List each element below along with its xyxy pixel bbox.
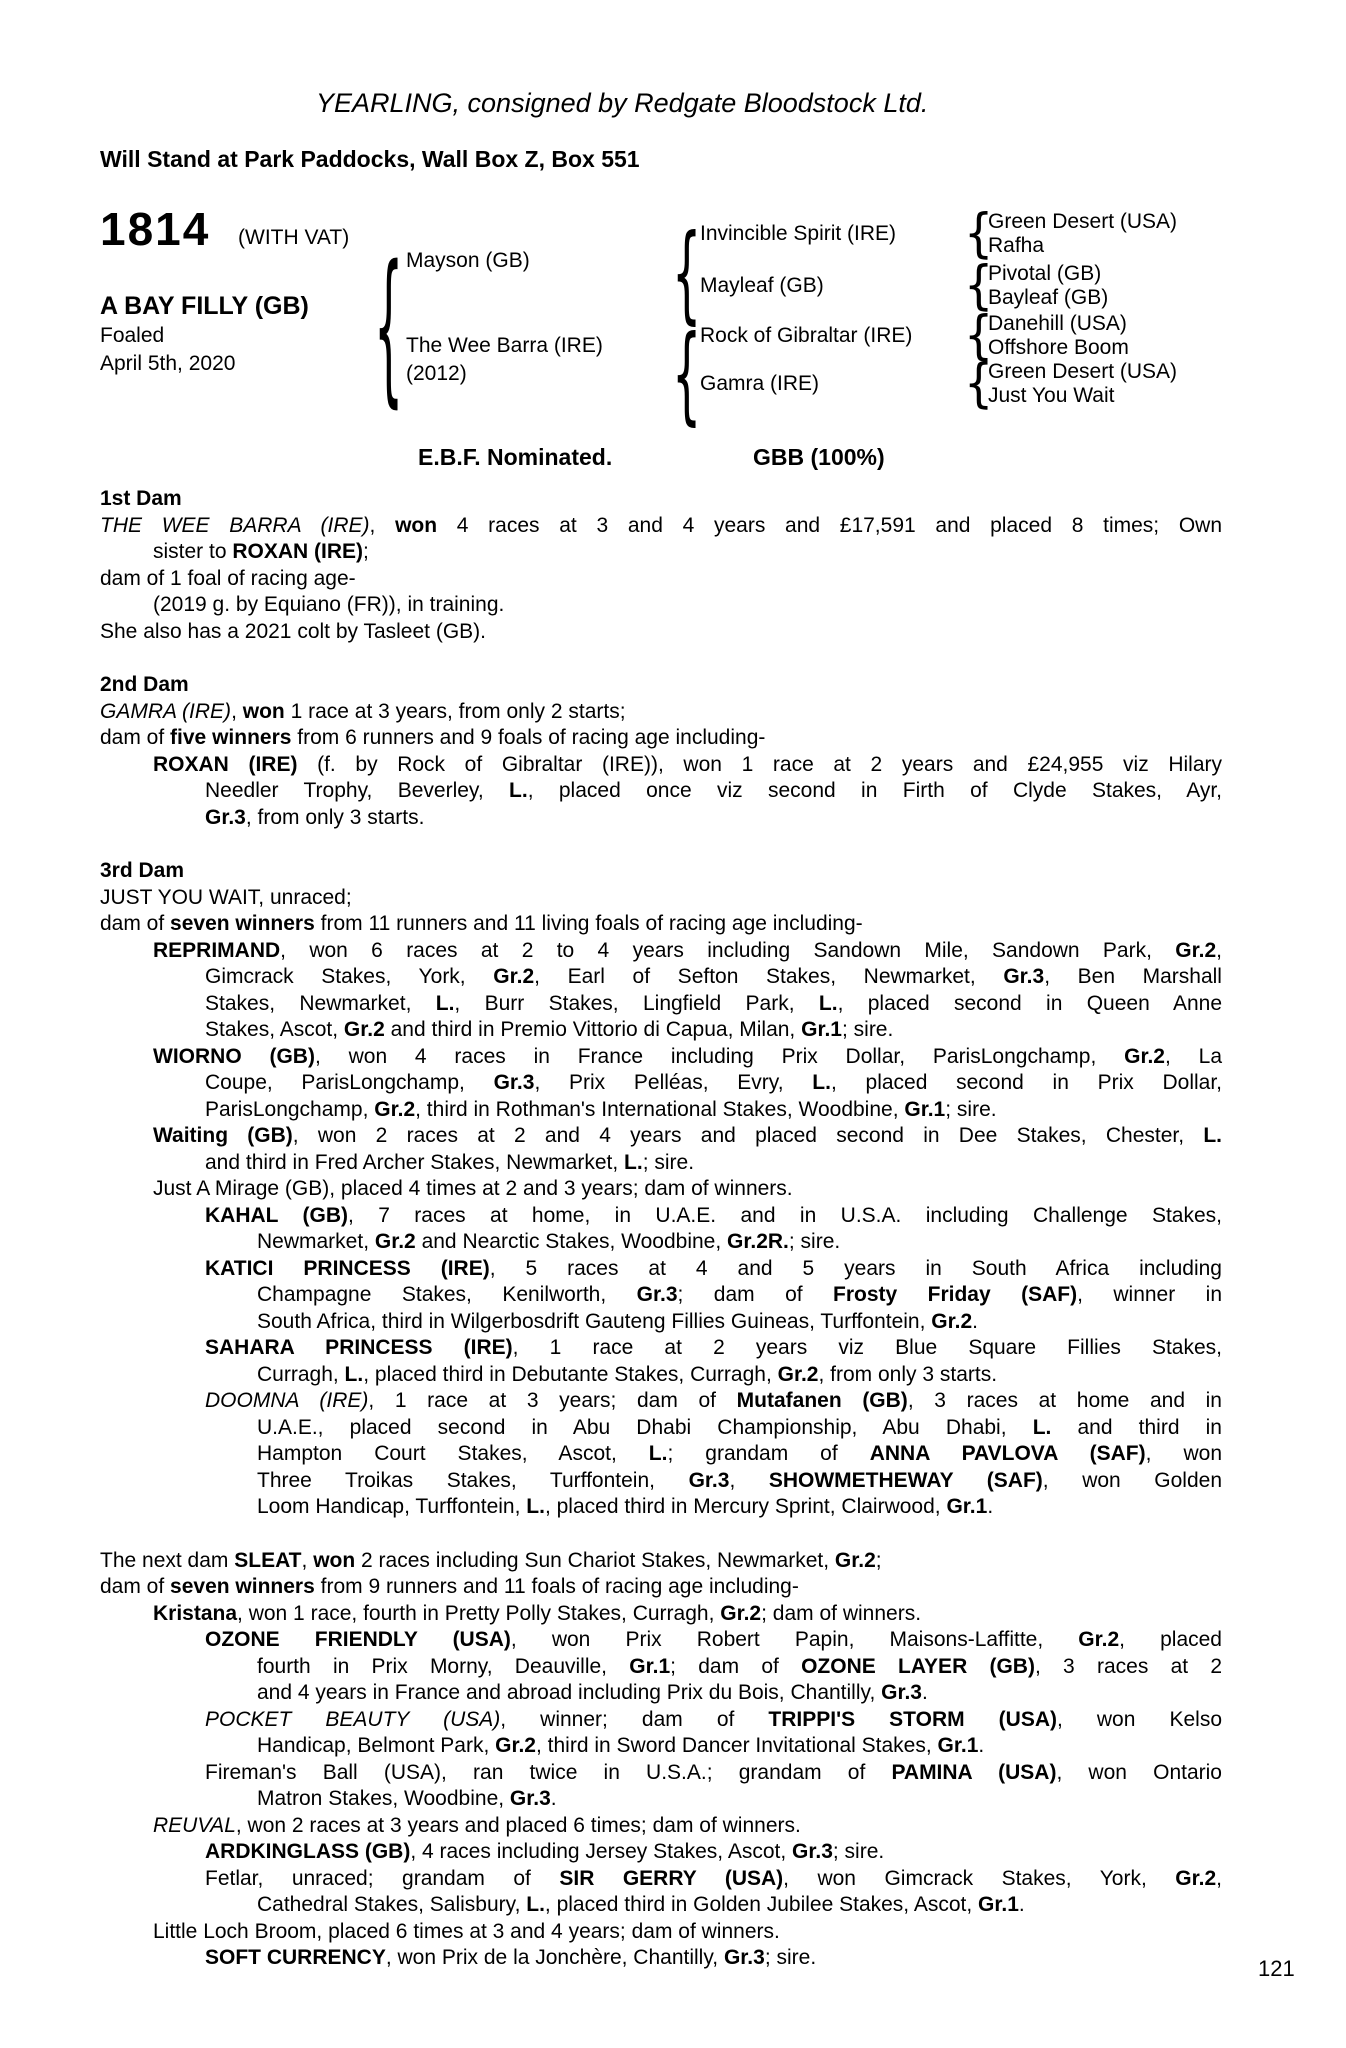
text-run: dam of xyxy=(100,1575,171,1598)
text-run: dam of 1 foal of racing age- xyxy=(100,566,356,590)
text-run: REUVAL xyxy=(153,1813,236,1837)
text-line xyxy=(100,1070,1222,1097)
text-run: , won 2 races at 2 and 4 years and placed second in Dee Stakes, Chester, xyxy=(292,1124,1204,1147)
text-run: , winner; dam of xyxy=(500,1707,769,1731)
text-line xyxy=(100,592,1222,619)
text-run: Gr.1 xyxy=(801,1018,842,1041)
text-run: , 4 races including Jersey Stakes, Ascot, xyxy=(410,1840,793,1863)
dam-name: The Wee Barra (IRE) xyxy=(406,334,603,357)
pedigree-grandparent-name: Bayleaf (GB) xyxy=(988,286,1109,309)
text-run: . xyxy=(978,1734,985,1757)
text-run: , Burr Stakes, Lingfield Park, xyxy=(454,991,819,1015)
text-line xyxy=(100,1335,1222,1362)
text-run: OZONE LAYER (GB) xyxy=(801,1654,1035,1678)
text-line xyxy=(100,1601,1222,1628)
text-run: Loom Handicap, Turffontein, xyxy=(257,1495,527,1518)
text-line xyxy=(100,1256,1222,1283)
grandparent-brace-icon: { xyxy=(964,303,994,366)
lot-number: 1814 xyxy=(100,203,211,255)
text-run: , won Ontario xyxy=(1056,1760,1222,1784)
text-line xyxy=(100,1362,1222,1389)
text-run: Handicap, Belmont Park, xyxy=(257,1734,496,1757)
dam-section xyxy=(100,486,1222,645)
text-run: ROXAN (IRE) xyxy=(153,752,298,776)
text-run: , xyxy=(1216,938,1222,962)
text-line xyxy=(100,566,1222,593)
text-run: , 3 races at home and in xyxy=(907,1389,1222,1412)
section-heading: 1st Dam xyxy=(100,487,182,510)
text-run: Champagne Stakes, Kenilworth, xyxy=(257,1283,637,1306)
text-run: from 9 runners and 11 foals of racing age including- xyxy=(314,1575,799,1598)
text-run: , third in Rothman's International Stakes, Woodbine, xyxy=(415,1097,905,1121)
text-line xyxy=(100,1919,1222,1946)
gbb-note: GBB (100%) xyxy=(753,444,885,470)
text-run: South Africa, third in Wilgerbosdrift Gauteng Fillies Guineas, Turffontein, xyxy=(257,1309,932,1333)
text-run: Hampton Court Stakes, Ascot, xyxy=(257,1442,649,1465)
text-run: , won Gimcrack Stakes, York, xyxy=(783,1866,1176,1890)
text-run: Just A Mirage (GB), placed 4 times at 2 and 3 years; dam of winners. xyxy=(153,1177,793,1200)
text-run: ; sire. xyxy=(945,1097,997,1121)
section-heading: 3rd Dam xyxy=(100,859,185,882)
pedigree-parent-name: Gamra (IRE) xyxy=(700,372,820,395)
text-run: Gr.3 xyxy=(881,1681,922,1704)
text-run: , 1 race at 3 years; dam of xyxy=(368,1389,737,1412)
text-run: Gr.3 xyxy=(509,1787,551,1810)
ebf-nominated-note: E.B.F. Nominated. xyxy=(418,444,613,470)
text-run: Mutafanen (GB) xyxy=(736,1389,908,1412)
text-run: Gr.3 xyxy=(792,1840,833,1863)
text-line xyxy=(100,1892,1222,1919)
text-run: SOFT CURRENCY xyxy=(205,1946,386,1969)
text-run: ; grandam of xyxy=(667,1442,870,1465)
text-line xyxy=(100,1574,1222,1601)
text-run: Gr.2 xyxy=(720,1601,762,1625)
text-run: Little Loch Broom, placed 6 times at 3 and 4 years; dam of winners. xyxy=(153,1919,780,1943)
text-run: , winner in xyxy=(1077,1283,1223,1306)
text-run: Needler Trophy, Beverley, xyxy=(205,779,510,802)
text-run: sister to xyxy=(153,540,233,563)
text-run: won xyxy=(395,513,438,537)
text-run: , from only 3 starts. xyxy=(245,805,425,829)
text-run: won xyxy=(313,1548,356,1572)
text-run: REPRIMAND xyxy=(153,938,281,962)
text-line xyxy=(100,964,1222,991)
text-run: Coupe, ParisLongchamp, xyxy=(205,1071,494,1094)
text-run: L. xyxy=(818,991,838,1015)
text-run: ; dam of xyxy=(670,1654,802,1678)
text-line xyxy=(100,938,1222,965)
text-run: seven winners xyxy=(170,912,315,935)
text-run: SHOWMETHEWAY (SAF) xyxy=(768,1468,1043,1492)
text-run: THE WEE BARRA (IRE) xyxy=(100,513,370,537)
text-line xyxy=(100,1097,1222,1124)
text-run: L. xyxy=(648,1442,668,1465)
text-run: , xyxy=(369,513,396,537)
text-run: Stakes, Newmarket, xyxy=(205,991,436,1015)
text-run: Gr.2 xyxy=(1175,938,1217,962)
vat-note: (WITH VAT) xyxy=(238,226,350,249)
text-run: , third in Sword Dancer Invitational Stakes, xyxy=(536,1734,938,1757)
text-run: Gr.3 xyxy=(1003,965,1045,988)
text-line xyxy=(100,1044,1222,1071)
text-run: ; sire. xyxy=(841,1018,894,1041)
text-run: and Nearctic Stakes, Woodbine, xyxy=(415,1230,728,1253)
text-run: Gr.2 xyxy=(931,1309,973,1333)
text-run: Cathedral Stakes, Salisbury, xyxy=(257,1893,527,1916)
text-run: Gr.2 xyxy=(777,1362,819,1386)
text-run: . xyxy=(972,1309,978,1333)
text-run: . xyxy=(922,1681,928,1704)
text-run: L. xyxy=(624,1150,643,1174)
text-run: Matron Stakes, Woodbine, xyxy=(257,1787,510,1810)
text-run: WIORNO (GB) xyxy=(153,1044,315,1068)
text-run: dam of xyxy=(100,912,171,935)
text-run: , placed once viz second in Firth of Clyde Stakes, Ayr, xyxy=(527,779,1223,802)
page-title: YEARLING, consigned by Redgate Bloodstock Ltd. xyxy=(316,88,929,118)
text-run: L. xyxy=(526,1495,545,1518)
text-run: TRIPPI'S STORM (USA) xyxy=(768,1707,1057,1731)
text-run: ; xyxy=(363,540,369,563)
text-run: , won xyxy=(1145,1442,1222,1465)
text-line xyxy=(100,752,1222,779)
text-run: Gr.2 xyxy=(343,1018,385,1041)
text-run: OZONE FRIENDLY (USA) xyxy=(205,1628,511,1651)
dam-year: (2012) xyxy=(406,362,467,385)
text-line xyxy=(100,1150,1222,1177)
text-run: Gr.2 xyxy=(374,1230,416,1253)
text-line xyxy=(100,1813,1222,1840)
text-line xyxy=(100,1680,1222,1707)
text-run: GAMRA (IRE) xyxy=(100,699,232,723)
text-run: , Earl of Sefton Stakes, Newmarket, xyxy=(534,965,1004,988)
text-run: Gr.3 xyxy=(688,1468,730,1492)
pedigree-parent-name: Rock of Gibraltar (IRE) xyxy=(700,324,913,347)
pedigree-grandparent-name: Danehill (USA) xyxy=(988,312,1127,335)
text-run: , placed xyxy=(1119,1628,1222,1651)
text-run: 4 races at 3 and 4 years and £17,591 and placed 8 times; Own xyxy=(437,513,1222,537)
text-run: SIR GERRY (USA) xyxy=(559,1866,784,1890)
text-run: Gr.1 xyxy=(629,1654,671,1678)
pedigree-grandparent-name: Green Desert (USA) xyxy=(988,210,1178,233)
stand-location-line: Will Stand at Park Paddocks, Wall Box Z, Box 551 xyxy=(100,146,640,172)
text-line xyxy=(100,1229,1222,1256)
text-run: Gr.3 xyxy=(636,1283,678,1306)
text-run: PAMINA (USA) xyxy=(891,1760,1057,1784)
text-run: , 3 races at 2 xyxy=(1034,1654,1222,1678)
grandparent-brace-icon: { xyxy=(964,201,994,264)
text-run: Gr.2 xyxy=(1175,1866,1217,1890)
text-line xyxy=(100,1733,1222,1760)
text-run: ParisLongchamp, xyxy=(205,1097,375,1121)
text-run: L. xyxy=(509,779,528,802)
text-run: five winners xyxy=(170,726,292,749)
text-run: The next dam xyxy=(100,1548,235,1572)
pedigree-parent-name: Invincible Spirit (IRE) xyxy=(700,222,897,245)
text-line xyxy=(100,1123,1222,1150)
dam-section xyxy=(100,1548,1222,1972)
text-run: DOOMNA (IRE) xyxy=(205,1389,369,1412)
text-run: Curragh, xyxy=(257,1362,345,1386)
text-run: L. xyxy=(1203,1124,1223,1147)
text-line xyxy=(100,1707,1222,1734)
text-run: . xyxy=(1018,1893,1025,1916)
text-run: and third in xyxy=(1051,1415,1222,1439)
text-run: Gr.1 xyxy=(937,1734,979,1757)
text-run: Gr.2 xyxy=(374,1097,416,1121)
text-run: , 5 races at 4 and 5 years in South Africa including xyxy=(489,1256,1222,1280)
text-run: (f. by Rock of Gibraltar (IRE)), won 1 race at 2 years and £24,955 viz Hilary xyxy=(297,752,1222,776)
text-run: and 4 years in France and abroad including Prix du Bois, Chantilly, xyxy=(257,1681,882,1704)
lot-brace-icon: { xyxy=(374,228,404,423)
text-run: ; dam of xyxy=(677,1283,834,1306)
text-run: Gr.3 xyxy=(723,1946,765,1969)
text-run: , La xyxy=(1165,1044,1222,1068)
text-line xyxy=(100,911,1222,938)
text-line xyxy=(100,1760,1222,1787)
text-run: ; dam of winners. xyxy=(761,1601,922,1625)
text-run: , won Prix de la Jonchère, Chantilly, xyxy=(385,1946,724,1969)
text-run: L. xyxy=(435,991,455,1015)
text-line xyxy=(100,1654,1222,1681)
text-run: Gr.3 xyxy=(205,805,246,829)
text-run: ANNA PAVLOVA (SAF) xyxy=(869,1442,1146,1465)
text-run: Three Troikas Stakes, Turffontein, xyxy=(257,1468,689,1492)
text-run: Frosty Friday (SAF) xyxy=(833,1283,1078,1306)
text-run: , xyxy=(729,1468,769,1492)
text-run: Fetlar, unraced; grandam of xyxy=(205,1866,560,1890)
text-run: and third in Premio Vittorio di Capua, Milan, xyxy=(384,1018,802,1041)
text-run: U.A.E., placed second in Abu Dhabi Championship, Abu Dhabi, xyxy=(257,1415,1033,1439)
text-run: , Prix Pelléas, Evry, xyxy=(534,1071,813,1094)
text-run: , won 2 races at 3 years and placed 6 times; dam of winners. xyxy=(235,1813,801,1837)
text-line xyxy=(100,1017,1222,1044)
text-line xyxy=(100,725,1222,752)
text-run: from 11 runners and 11 living foals of racing age including- xyxy=(314,912,863,935)
text-run: seven winners xyxy=(170,1575,315,1598)
text-line xyxy=(100,1176,1222,1203)
text-run: Gr.2R. xyxy=(727,1230,789,1253)
text-run: Kristana xyxy=(153,1601,238,1625)
text-run: , placed third in Debutante Stakes, Curragh, xyxy=(363,1362,778,1386)
text-run: fourth in Prix Morny, Deauville, xyxy=(257,1654,630,1678)
text-run: 1 race at 3 years, from only 2 starts; xyxy=(284,699,626,723)
text-line xyxy=(100,1441,1222,1468)
text-run: ; sire. xyxy=(764,1946,817,1969)
text-run: L. xyxy=(1032,1415,1052,1439)
text-run: , won Golden xyxy=(1042,1468,1223,1492)
text-line xyxy=(100,699,1222,726)
text-run: won xyxy=(242,699,285,723)
text-run: Gimcrack Stakes, York, xyxy=(205,965,494,988)
grandparent-brace-icon: { xyxy=(964,253,994,316)
text-run: , won 6 races at 2 to 4 years including Sandown Mile, Sandown Park, xyxy=(280,938,1176,962)
text-line xyxy=(100,1468,1222,1495)
text-line xyxy=(100,1203,1222,1230)
text-run: Gr.1 xyxy=(946,1495,988,1518)
text-line xyxy=(100,1627,1222,1654)
text-run: Gr.2 xyxy=(1078,1628,1120,1651)
text-run: ROXAN (IRE) xyxy=(232,540,364,563)
text-run: , 7 races at home, in U.A.E. and in U.S.A. including Challenge Stakes, xyxy=(348,1203,1222,1227)
dam-section xyxy=(100,672,1222,831)
sire-brace-icon: { xyxy=(672,210,702,335)
text-line xyxy=(100,1945,1222,1972)
page-number: 121 xyxy=(1258,1956,1295,1981)
text-line xyxy=(100,513,1222,540)
text-run: Newmarket, xyxy=(257,1230,375,1253)
text-run: , xyxy=(1216,1866,1222,1890)
text-run: , won 1 race, fourth in Pretty Polly Stakes, Curragh, xyxy=(237,1601,721,1625)
text-run: Fireman's Ball (USA), ran twice in U.S.A.; grandam of xyxy=(205,1760,892,1784)
dam-section xyxy=(100,858,1222,1521)
text-run: KATICI PRINCESS (IRE) xyxy=(205,1256,490,1280)
text-run: Gr.2 xyxy=(495,1734,536,1757)
text-run: from 6 runners and 9 foals of racing age including- xyxy=(291,726,766,749)
text-run: , won Prix Robert Papin, Maisons-Laffitte, xyxy=(510,1628,1079,1651)
sire-name: Mayson (GB) xyxy=(406,249,530,272)
text-run: ; sire. xyxy=(832,1840,885,1863)
text-line xyxy=(100,1866,1222,1893)
text-run: (2019 g. by Equiano (FR)), in training. xyxy=(153,593,505,616)
pedigree-text xyxy=(100,486,1222,1972)
pedigree-grandparent-name: Offshore Boom xyxy=(988,336,1129,359)
text-run: ; xyxy=(875,1548,882,1572)
foaled-date: April 5th, 2020 xyxy=(100,352,236,375)
text-run: ; sire. xyxy=(642,1150,695,1174)
foaled-label: Foaled xyxy=(100,324,165,347)
text-run: L. xyxy=(526,1893,545,1916)
text-run: She also has a 2021 colt by Tasleet (GB). xyxy=(100,619,486,643)
pedigree-parent-name: Mayleaf (GB) xyxy=(700,274,824,297)
grandparent-brace-icon: { xyxy=(964,351,994,414)
text-run: SAHARA PRINCESS (IRE) xyxy=(205,1336,513,1359)
text-run: KAHAL (GB) xyxy=(205,1203,348,1227)
text-run: . xyxy=(987,1495,994,1518)
text-run: and third in Fred Archer Stakes, Newmarket, xyxy=(205,1150,625,1174)
text-line xyxy=(100,991,1222,1018)
text-run: , won 4 races in France including Prix Dollar, ParisLongchamp, xyxy=(314,1044,1125,1068)
text-run: , Ben Marshall xyxy=(1044,965,1222,988)
text-run: , from only 3 starts. xyxy=(818,1362,998,1386)
text-run: Gr.3 xyxy=(493,1071,535,1094)
text-line xyxy=(100,1415,1222,1442)
dam-brace-icon: { xyxy=(672,311,702,436)
section-heading: 2nd Dam xyxy=(100,673,189,696)
text-line xyxy=(100,1786,1222,1813)
text-run: JUST YOU WAIT, unraced; xyxy=(100,885,352,909)
text-run: , won Kelso xyxy=(1057,1707,1223,1731)
text-run: Gr.2 xyxy=(493,965,535,988)
text-run: Waiting (GB) xyxy=(153,1124,293,1147)
text-line xyxy=(100,619,1222,646)
horse-description: A BAY FILLY (GB) xyxy=(100,292,309,320)
text-run: , placed third in Mercury Sprint, Clairwood, xyxy=(544,1495,947,1518)
pedigree-grandparent-name: Just You Wait xyxy=(988,384,1115,407)
text-line xyxy=(100,1548,1222,1575)
text-line xyxy=(100,778,1222,805)
text-run: Gr.1 xyxy=(978,1893,1019,1916)
text-run: . xyxy=(550,1787,557,1810)
text-run: ; sire. xyxy=(788,1230,841,1253)
text-run: , placed third in Golden Jubilee Stakes, Ascot, xyxy=(544,1893,979,1916)
text-run: Gr.1 xyxy=(904,1097,946,1121)
text-run: L. xyxy=(812,1071,831,1094)
text-line xyxy=(100,1282,1222,1309)
text-run: Gr.2 xyxy=(1124,1044,1165,1068)
text-run: , placed second in Queen Anne xyxy=(837,991,1222,1015)
text-run: Stakes, Ascot, xyxy=(205,1018,344,1041)
text-run: , xyxy=(231,699,243,723)
text-run: 2 races including Sun Chariot Stakes, Newmarket, xyxy=(355,1548,835,1572)
text-run: , 1 race at 2 years viz Blue Square Fillies Stakes, xyxy=(512,1336,1222,1359)
text-run: dam of xyxy=(100,726,171,749)
text-run: Gr.2 xyxy=(834,1548,876,1572)
pedigree-grandparent-name: Rafha xyxy=(988,234,1045,257)
text-line xyxy=(100,539,1222,566)
pedigree-grandparent-name: Green Desert (USA) xyxy=(988,360,1178,383)
text-run: , xyxy=(301,1548,314,1572)
text-line xyxy=(100,1494,1222,1521)
text-run: , placed second in Prix Dollar, xyxy=(830,1071,1223,1094)
text-line xyxy=(100,1839,1222,1866)
text-run: L. xyxy=(344,1362,364,1386)
text-line xyxy=(100,1388,1222,1415)
text-line xyxy=(100,885,1222,912)
pedigree-grandparent-name: Pivotal (GB) xyxy=(988,262,1102,285)
text-run: SLEAT xyxy=(234,1548,302,1572)
text-run: ARDKINGLASS (GB) xyxy=(205,1840,411,1863)
text-line xyxy=(100,1309,1222,1336)
text-run: POCKET BEAUTY (USA) xyxy=(205,1707,501,1731)
text-line xyxy=(100,805,1222,832)
